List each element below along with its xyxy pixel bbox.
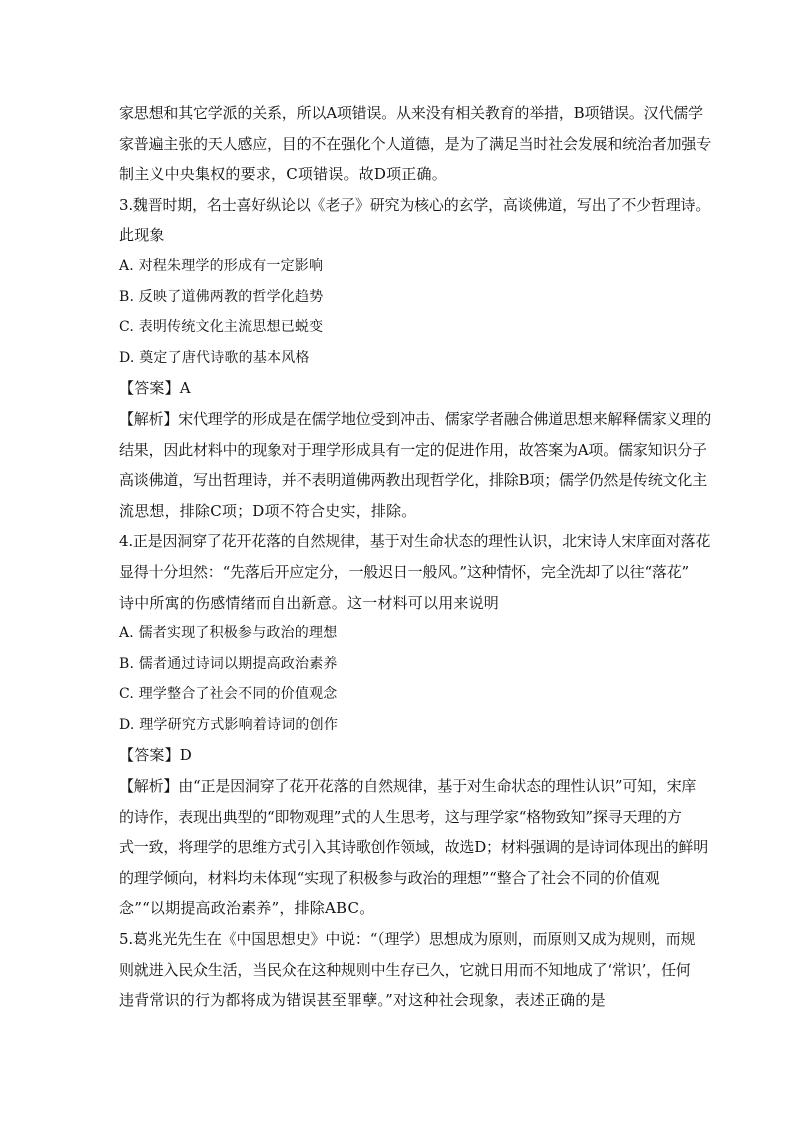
text-line: 家思想和其它学派的关系，所以A项错误。从来没有相关教育的举措，B项错误。汉代儒学 [119, 104, 703, 122]
question-4-option-b: B. 儒者通过诗词以期提高政治素养 [119, 655, 338, 672]
question-3-answer: 【答案】A [119, 379, 191, 398]
question-4-stem: 显得十分坦然：“先落后开应定分，一般迟日一般风。”这种情怀，完全洗却了以往“落花” [119, 562, 689, 581]
document-page [119, 98, 712, 1016]
question-3-option-a: A. 对程朱理学的形成有一定影响 [119, 257, 324, 274]
question-3-analysis: 结果，因此材料中的现象对于理学形成具有一定的促进作用，故答案为A项。儒家知识分子 [119, 440, 707, 459]
question-3-analysis: 流思想，排除C项；D项不符合史实，排除。 [119, 501, 417, 520]
question-4-option-a: A. 儒者实现了积极参与政治的理想 [119, 625, 338, 642]
question-4-analysis: 式一致，将理学的思维方式引入其诗歌创作领域，故选D；材料强调的是诗词体现出的鲜明 [119, 838, 709, 857]
question-5-stem: 则就进入民众生活，当民众在这种规则中生存已久，它就日用而不知地成了‘常识’，任何 [119, 960, 691, 979]
question-4-stem: 4.正是因洞穿了花开花落的自然规律，基于对生命状态的理性认识，北宋诗人宋庠面对落花 [119, 532, 711, 551]
question-4-analysis: 念”“以期提高政治素养”，排除ABC。 [119, 899, 375, 918]
question-3-option-d: D. 奠定了唐代诗歌的基本风格 [119, 349, 310, 366]
question-3-option-b: B. 反映了道佛两教的哲学化趋势 [119, 288, 324, 305]
question-5-stem: 违背常识的行为都将成为错误甚至罪孽。”对这种社会现象，表述正确的是 [119, 991, 606, 1010]
question-5-stem: 5.葛兆光先生在《中国思想史》中说：“（理学）思想成为原则，而原则又成为规则，而规 [119, 930, 696, 949]
question-4-stem: 诗中所寓的伤感情绪而自出新意。这一材料可以用来说明 [119, 593, 500, 612]
question-3-stem: 3.魏晋时期，名士喜好纵论以《老子》研究为核心的玄学，高谈佛道，写出了不少哲理诗。 [119, 195, 711, 214]
question-3-analysis: 【解析】宋代理学的形成是在儒学地位受到冲击、儒家学者融合佛道思想来解释儒家义理的 [119, 409, 712, 428]
question-3-stem-end: 此现象 [119, 226, 165, 245]
question-4-analysis: 【解析】由“正是因洞穿了花开花落的自然规律，基于对生命状态的理性认识”可知，宋庠 [119, 777, 697, 796]
question-4-analysis: 的理学倾向，材料均未体现“实现了积极参与政治的理想”“整合了社会不同的价值观 [119, 868, 660, 887]
question-4-option-c: C. 理学整合了社会不同的价值观念 [119, 686, 338, 703]
text-line: 家普遍主张的天人感应，目的不在强化个人道德，是为了满足当时社会发展和统治者加强专 [119, 134, 712, 153]
question-4-answer: 【答案】D [119, 746, 193, 765]
question-4-option-d: D. 理学研究方式影响着诗词的创作 [119, 716, 339, 733]
question-3-analysis: 高谈佛道，写出哲理诗，并不表明道佛两教出现哲学化，排除B项；儒学仍然是传统文化主 [119, 471, 708, 490]
question-3-option-c: C. 表明传统文化主流思想已蜕变 [119, 319, 324, 336]
text-line: 制主义中央集权的要求，C项错误。故D项正确。 [119, 165, 447, 184]
question-4-analysis: 的诗作，表现出典型的“即物观理”式的人生思考，这与理学家“格物致知”探寻天理的方 [119, 807, 682, 826]
